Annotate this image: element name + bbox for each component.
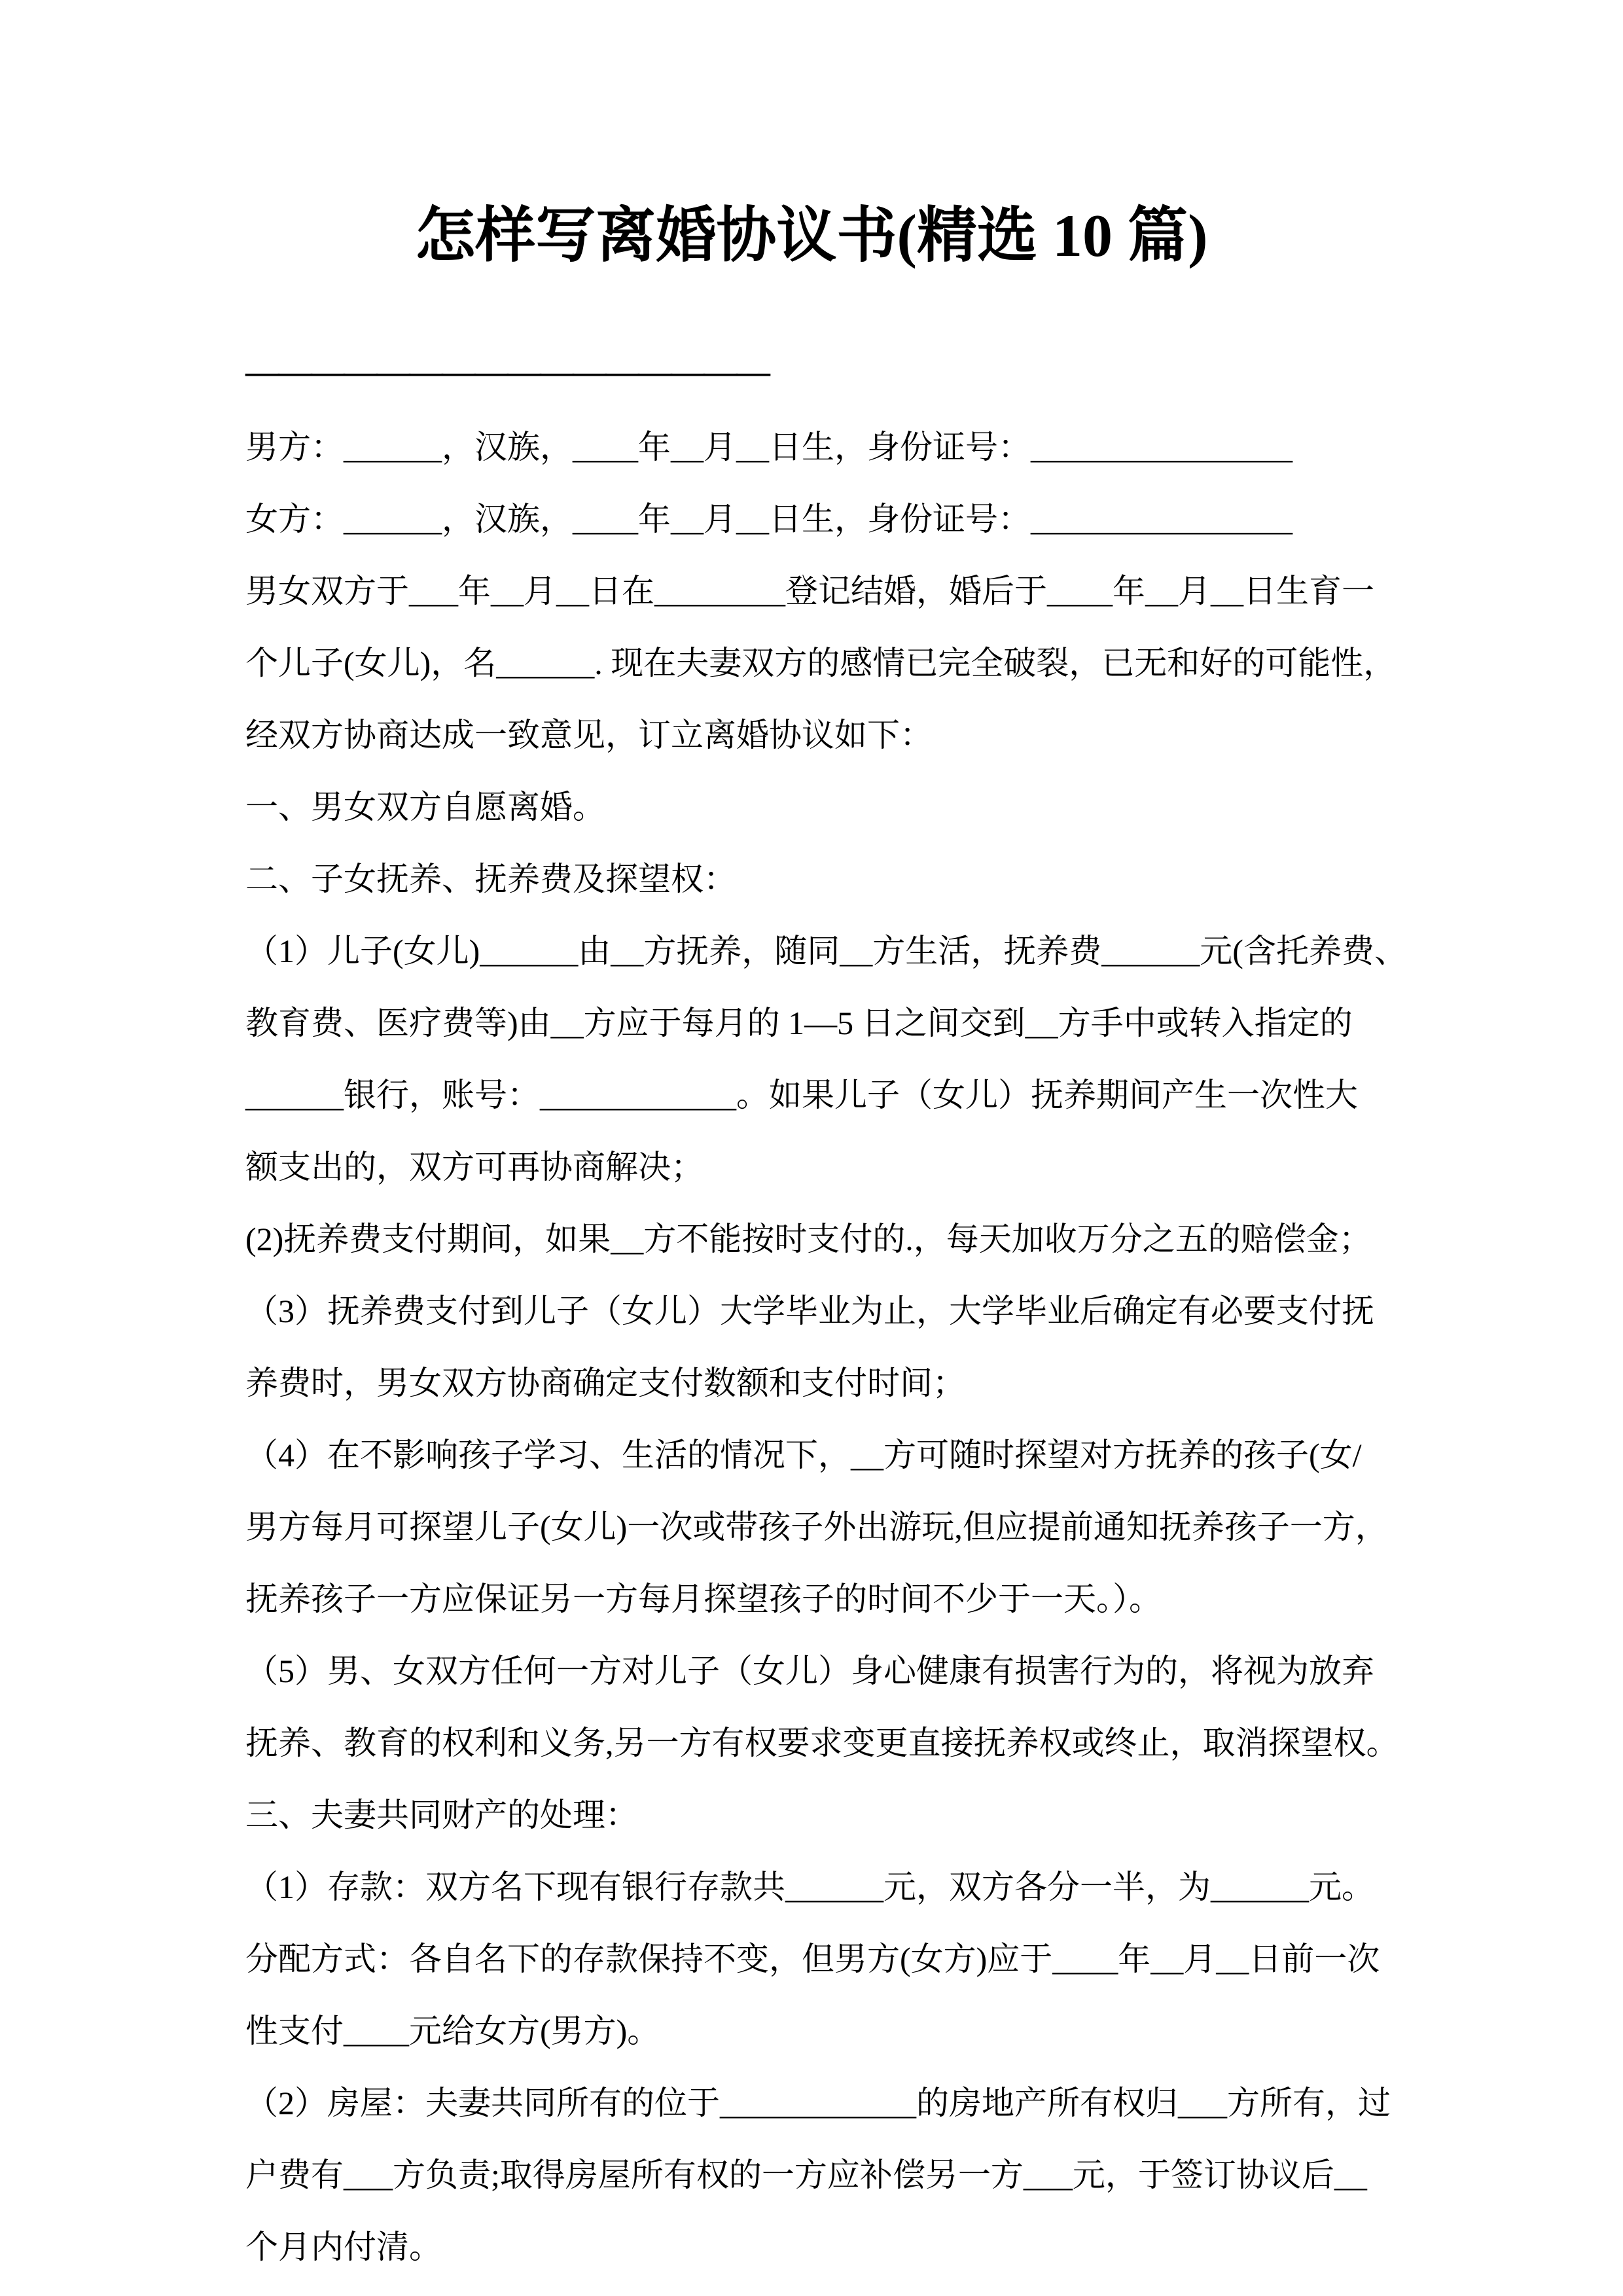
separator-dash-line: ———————————————— [245, 353, 769, 391]
text-line: (2)抚养费支付期间，如果__方不能按时支付的.，每天加收万分之五的赔偿金； [245, 1221, 1372, 1257]
text-line: 个月内付清。 [245, 2229, 442, 2265]
text-line: （1）儿子(女儿)______由__方抚养，随同__方生活，抚养费______元(含托养费、 [245, 933, 1407, 969]
text-line: 一、男女双方自愿离婚。 [245, 789, 605, 825]
text-line: 三、夫妻共同财产的处理： [245, 1797, 638, 1833]
text-line: 额支出的，双方可再协商解决； [245, 1149, 704, 1185]
text-line: （5）男、女双方任何一方对儿子（女儿）身心健康有损害行为的，将视为放弃 [245, 1653, 1374, 1689]
text-line: 经双方协商达成一致意见，订立离婚协议如下： [245, 717, 933, 753]
text-line: 个儿子(女儿)，名______. 现在夫妻双方的感情已完全破裂，已无和好的可能性， [245, 645, 1397, 681]
text-line: 二、子女抚养、抚养费及探望权： [245, 861, 736, 897]
text-line: 女方：______，汉族，____年__月__日生，身份证号：________________ [245, 501, 1293, 537]
text-line: 分配方式：各自名下的存款保持不变，但男方(女方)应于____年__月__日前一次 [245, 1941, 1380, 1977]
text-line: 户费有___方负责;取得房屋所有权的一方应补偿另一方___元，于签订协议后__ [245, 2157, 1367, 2193]
document-title: 怎样写离婚协议书(精选 10 篇) [415, 202, 1208, 269]
text-line: （2）房屋：夫妻共同所有的位于____________的房地产所有权归___方所有，过 [245, 2085, 1391, 2121]
text-line: 养费时，男女双方协商确定支付数额和支付时间； [245, 1365, 965, 1401]
text-line: 抚养、教育的权利和义务,另一方有权要求变更直接抚养权或终止，取消探望权。 [245, 1725, 1399, 1761]
text-line: ______银行，账号：____________。如果儿子（女儿）抚养期间产生一次性大 [245, 1077, 1358, 1113]
text-line: 教育费、医疗费等)由__方应于每月的 1—5 日之间交到__方手中或转入指定的 [245, 1005, 1353, 1041]
text-line: 男方：______，汉族，____年__月__日生，身份证号：________________ [245, 429, 1293, 465]
text-line: （1）存款：双方名下现有银行存款共______元，双方各分一半，为______元。 [245, 1869, 1374, 1905]
text-line: 男方每月可探望儿子(女儿)一次或带孩子外出游玩,但应提前通知抚养孩子一方， [245, 1509, 1388, 1545]
text-line: 性支付____元给女方(男方)。 [245, 2013, 660, 2049]
document-body [245, 411, 1407, 2283]
text-line: 男女双方于___年__月__日在________登记结婚，婚后于____年__月__日生育一 [245, 573, 1374, 609]
text-line: （3）抚养费支付到儿子（女儿）大学毕业为止，大学毕业后确定有必要支付抚 [245, 1293, 1374, 1329]
text-line: （4）在不影响孩子学习、生活的情况下，__方可随时探望对方抚养的孩子(女/ [245, 1437, 1362, 1473]
text-line: 抚养孩子一方应保证另一方每月探望孩子的时间不少于一天。）。 [245, 1581, 1162, 1617]
